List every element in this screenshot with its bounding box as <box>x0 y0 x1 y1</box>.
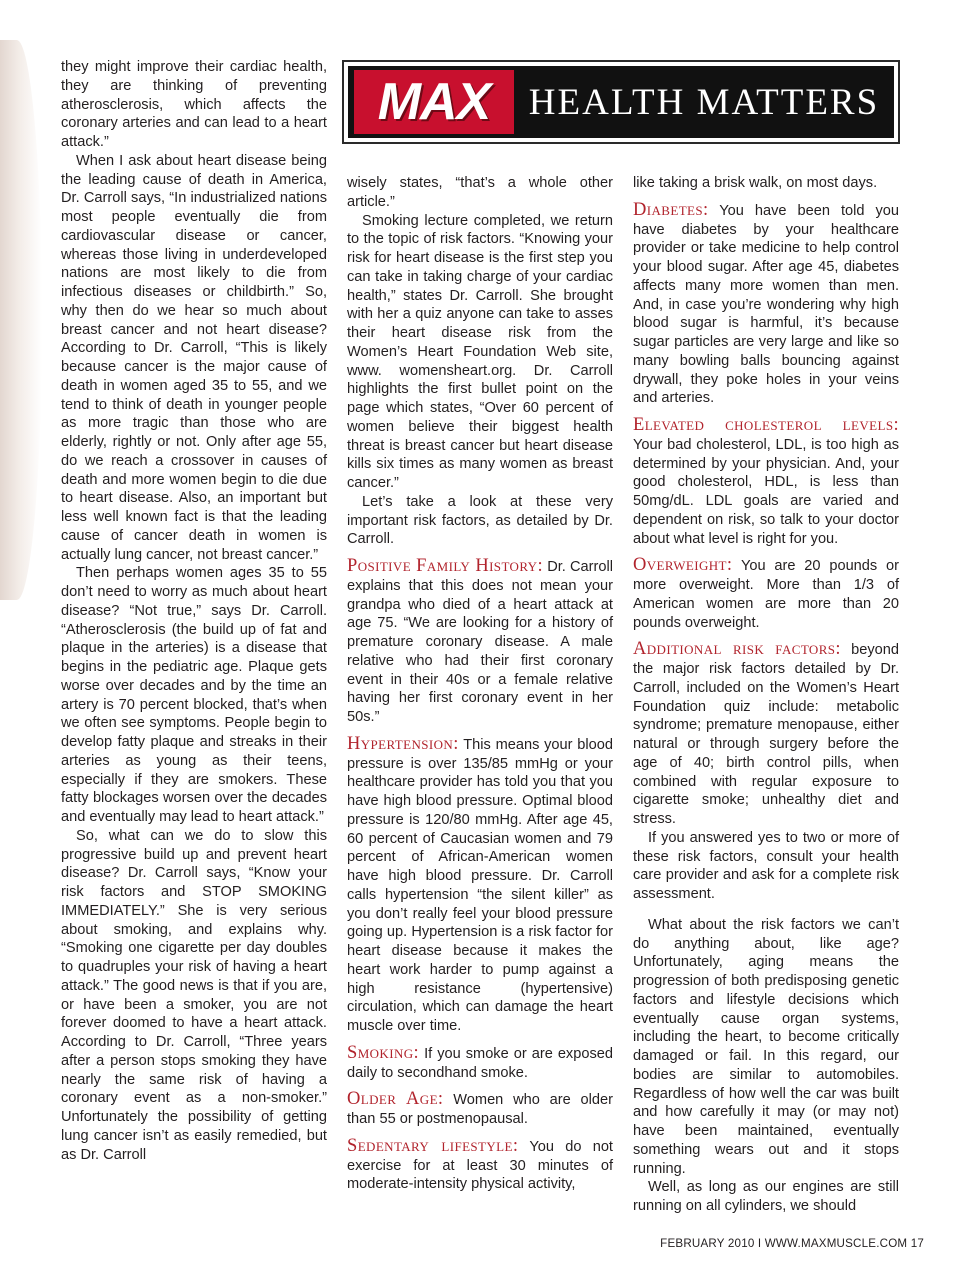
section-heading: Positive Family History: <box>347 556 544 576</box>
paragraph: When I ask about heart disease being the leading cause of death in America, Dr. Carroll says, “In industrialized nations most people eventually die from cardiovascular disease or cancer, whereas those living in underdeveloped nations are most likely to die from infectious diseases or childbirth.” So, why then do we hear so much about breast cancer and not heart disease? According to Dr. Carroll, “This is likely because cancer is the major cause of death in women aged 35 to 55, and we tend to think of death in younger people as more tragic than those who are elderly, rightly or not. Only after age 55, do we reach a crossover in causes of death and more women begin to die due to heart disease. Also, an important but less well known fact is that the leading cause of cancer death in women is actually lung cancer, not breast cancer.” <box>61 152 327 563</box>
section-heading: Hypertension: <box>347 733 459 754</box>
risk-factor-family-history <box>347 557 613 727</box>
section-heading: Diabetes: <box>633 199 709 220</box>
section-text: Dr. Carroll explains that this does not mean your grandpa who died of a heart attack at age 75. “We are looking for a history of premature coronary disease. A male relative who had their first coronary event in their 40s or a female relative having her first coronary event in her 50s.” <box>347 559 613 725</box>
risk-factor-additional <box>633 640 899 829</box>
section-text: Women who are older than 55 or postmenopausal. <box>347 1092 613 1127</box>
section-title: HEALTH MATTERS <box>528 81 880 123</box>
section-heading: Smoking: <box>347 1042 420 1063</box>
paragraph: Then perhaps women ages 35 to 55 don’t need to worry as much about heart disease? “Not true,” says Dr. Carroll. “Atherosclerosis (the build up of fat and plaque in the arteries) is a disease that begins in the pediatric age. Plaque gets worse over decades and by the time an artery is 70 percent blocked, that’s when we often see symptoms. People begin to develop fatty plaque and streaks in their arteries as young as their teens, especially if they are smokers. These fatty blockages worsen over the decades and eventually may lead to heart attack.” <box>61 565 327 825</box>
paragraph: they might improve their cardiac health, they are thinking of preventing atherosclerosis, which affects the coronary arteries and can lead to a heart attack.” <box>61 59 327 150</box>
paragraph: Let’s take a look at these very important risk factors, as detailed by Dr. Carroll. <box>347 493 613 548</box>
section-text: beyond the major risk factors detailed by Dr. Carroll, included on the Women’s Heart Foundation quiz include: metabolic syndrome; premature menopause, either natural or through surgery before the age of 40; birth control pills, when combined with regular exposure to cigarette smoke; unhealthy diet and stress. <box>633 642 899 827</box>
section-text: You have been told you have diabetes by your healthcare provider or take medicine to help control your blood sugar. After age 45, diabetes affects many more women than men. And, in case you’re wondering why high blood sugar is harmful, it’s because sugar particles are very large and like so many bowling balls bouncing against drywall, they poke holes in your veins and arteries. <box>633 202 899 407</box>
article-column-1 <box>61 58 327 1164</box>
section-text: This means your blood pressure is over 135/85 mmHg or your healthcare provider has told you that you have high blood pressure. Optimal blood pressure is 120/80 mmHg. After age 45, 60 percent of Caucasian women and 79 percent of African-American women have high blood pressure. Dr. Carroll calls hypertension “the silent killer” as you don’t really feel your blood pressure going up. Hypertension is a risk factor for heart disease because it makes the heart work harder to pump against a high resistance (hypertensive) circulation, which can damage the heart muscle over time. <box>347 736 613 1034</box>
section-banner <box>342 60 900 144</box>
risk-factor-diabetes <box>633 201 899 408</box>
section-text: You are 20 pounds or more overweight. More than 1/3 of American women are more than 20 pounds overweight. <box>633 558 899 631</box>
paragraph: So, what can we do to slow this progressive build up and prevent heart disease? Dr. Carroll says, “Know your risk factors and STOP SMOKING IMMEDIATELY.” She is very serious about smoking, and explains why. “Smoking one cigarette per day doubles to quadruples your risk of having a heart attack.” The good news is that if you are, or have been a smoker, you are not forever doomed to have a heart attack. According to Dr. Carroll, “Three years after a person stops smoking they have nearly the same risk of having a coronary event as a non-smoker.” Unfortunately the possibility of getting lung cancer isn’t as easily remedied, but as Dr. Carroll <box>61 827 327 1163</box>
paragraph: What about the risk factors we can’t do anything about, like age? Unfortunately, aging means the progression of both predisposing genetic factors and lifestyle decisions which eventually cause organ systems, including the heart, to become critically damaged or fail. In this regard, our bodies are similar to automobiles. Regardless of how well the car was built and how carefully it may (or may not) have been maintained, eventually something wears out and it stops running. <box>633 916 899 1177</box>
page-footer: FEBRUARY 2010 I WWW.MAXMUSCLE.COM 17 <box>660 1237 924 1250</box>
section-heading: Elevated cholesterol levels: <box>633 415 899 435</box>
risk-factor-hypertension <box>347 735 613 1036</box>
photo-edge <box>0 40 42 600</box>
section-text: If you smoke or are exposed daily to secondhand smoke. <box>347 1045 613 1081</box>
risk-factor-overweight <box>633 556 899 632</box>
section-text: Your bad cholesterol, LDL, is too high as determined by your physician. And, your good cholesterol, HDL, is less than 50mg/dL. LDL goals are varied and dependent on risk, so talk to your doctor about what level is right for you. <box>633 436 899 547</box>
max-logo: MAX <box>354 70 514 134</box>
risk-factor-cholesterol <box>633 416 899 548</box>
paragraph: If you answered yes to two or more of these risk factors, consult your health care provider and ask for a complete risk assessment. <box>633 829 899 902</box>
article-column-3 <box>633 174 899 1216</box>
section-heading: Additional risk factors: <box>633 639 841 660</box>
paragraph: wisely states, “that’s a whole other article.” <box>347 175 613 210</box>
section-text: You do not exercise for at least 30 minutes of moderate-intensity physical activity, <box>347 1138 613 1193</box>
risk-factor-older-age <box>347 1090 613 1129</box>
article-column-2 <box>347 174 613 1194</box>
risk-factor-sedentary <box>347 1137 613 1194</box>
paragraph: Smoking lecture completed, we return to the topic of risk factors. “Knowing your risk for heart disease is the first step you can take in taking charge of your cardiac health,” states Dr. Carroll. She brought with her a quiz anyone can take to asses their heart disease risk from the Women’s Heart Foundation Web site, www. womensheart.org. Dr. Carroll highlights the first bullet point on the page which states, “Over 60 percent of women believe their biggest health threat is breast cancer but heart disease kills six times as many women as breast cancer.” <box>347 212 613 491</box>
section-heading: Sedentary lifestyle: <box>347 1135 519 1156</box>
paragraph: like taking a brisk walk, on most days. <box>633 175 878 191</box>
banner-inner <box>348 66 894 138</box>
section-heading: Overweight: <box>633 555 733 576</box>
section-heading: Older Age: <box>347 1089 444 1110</box>
paragraph: Well, as long as our engines are still running on all cylinders, we should <box>633 1179 899 1214</box>
risk-factor-smoking <box>347 1044 613 1083</box>
